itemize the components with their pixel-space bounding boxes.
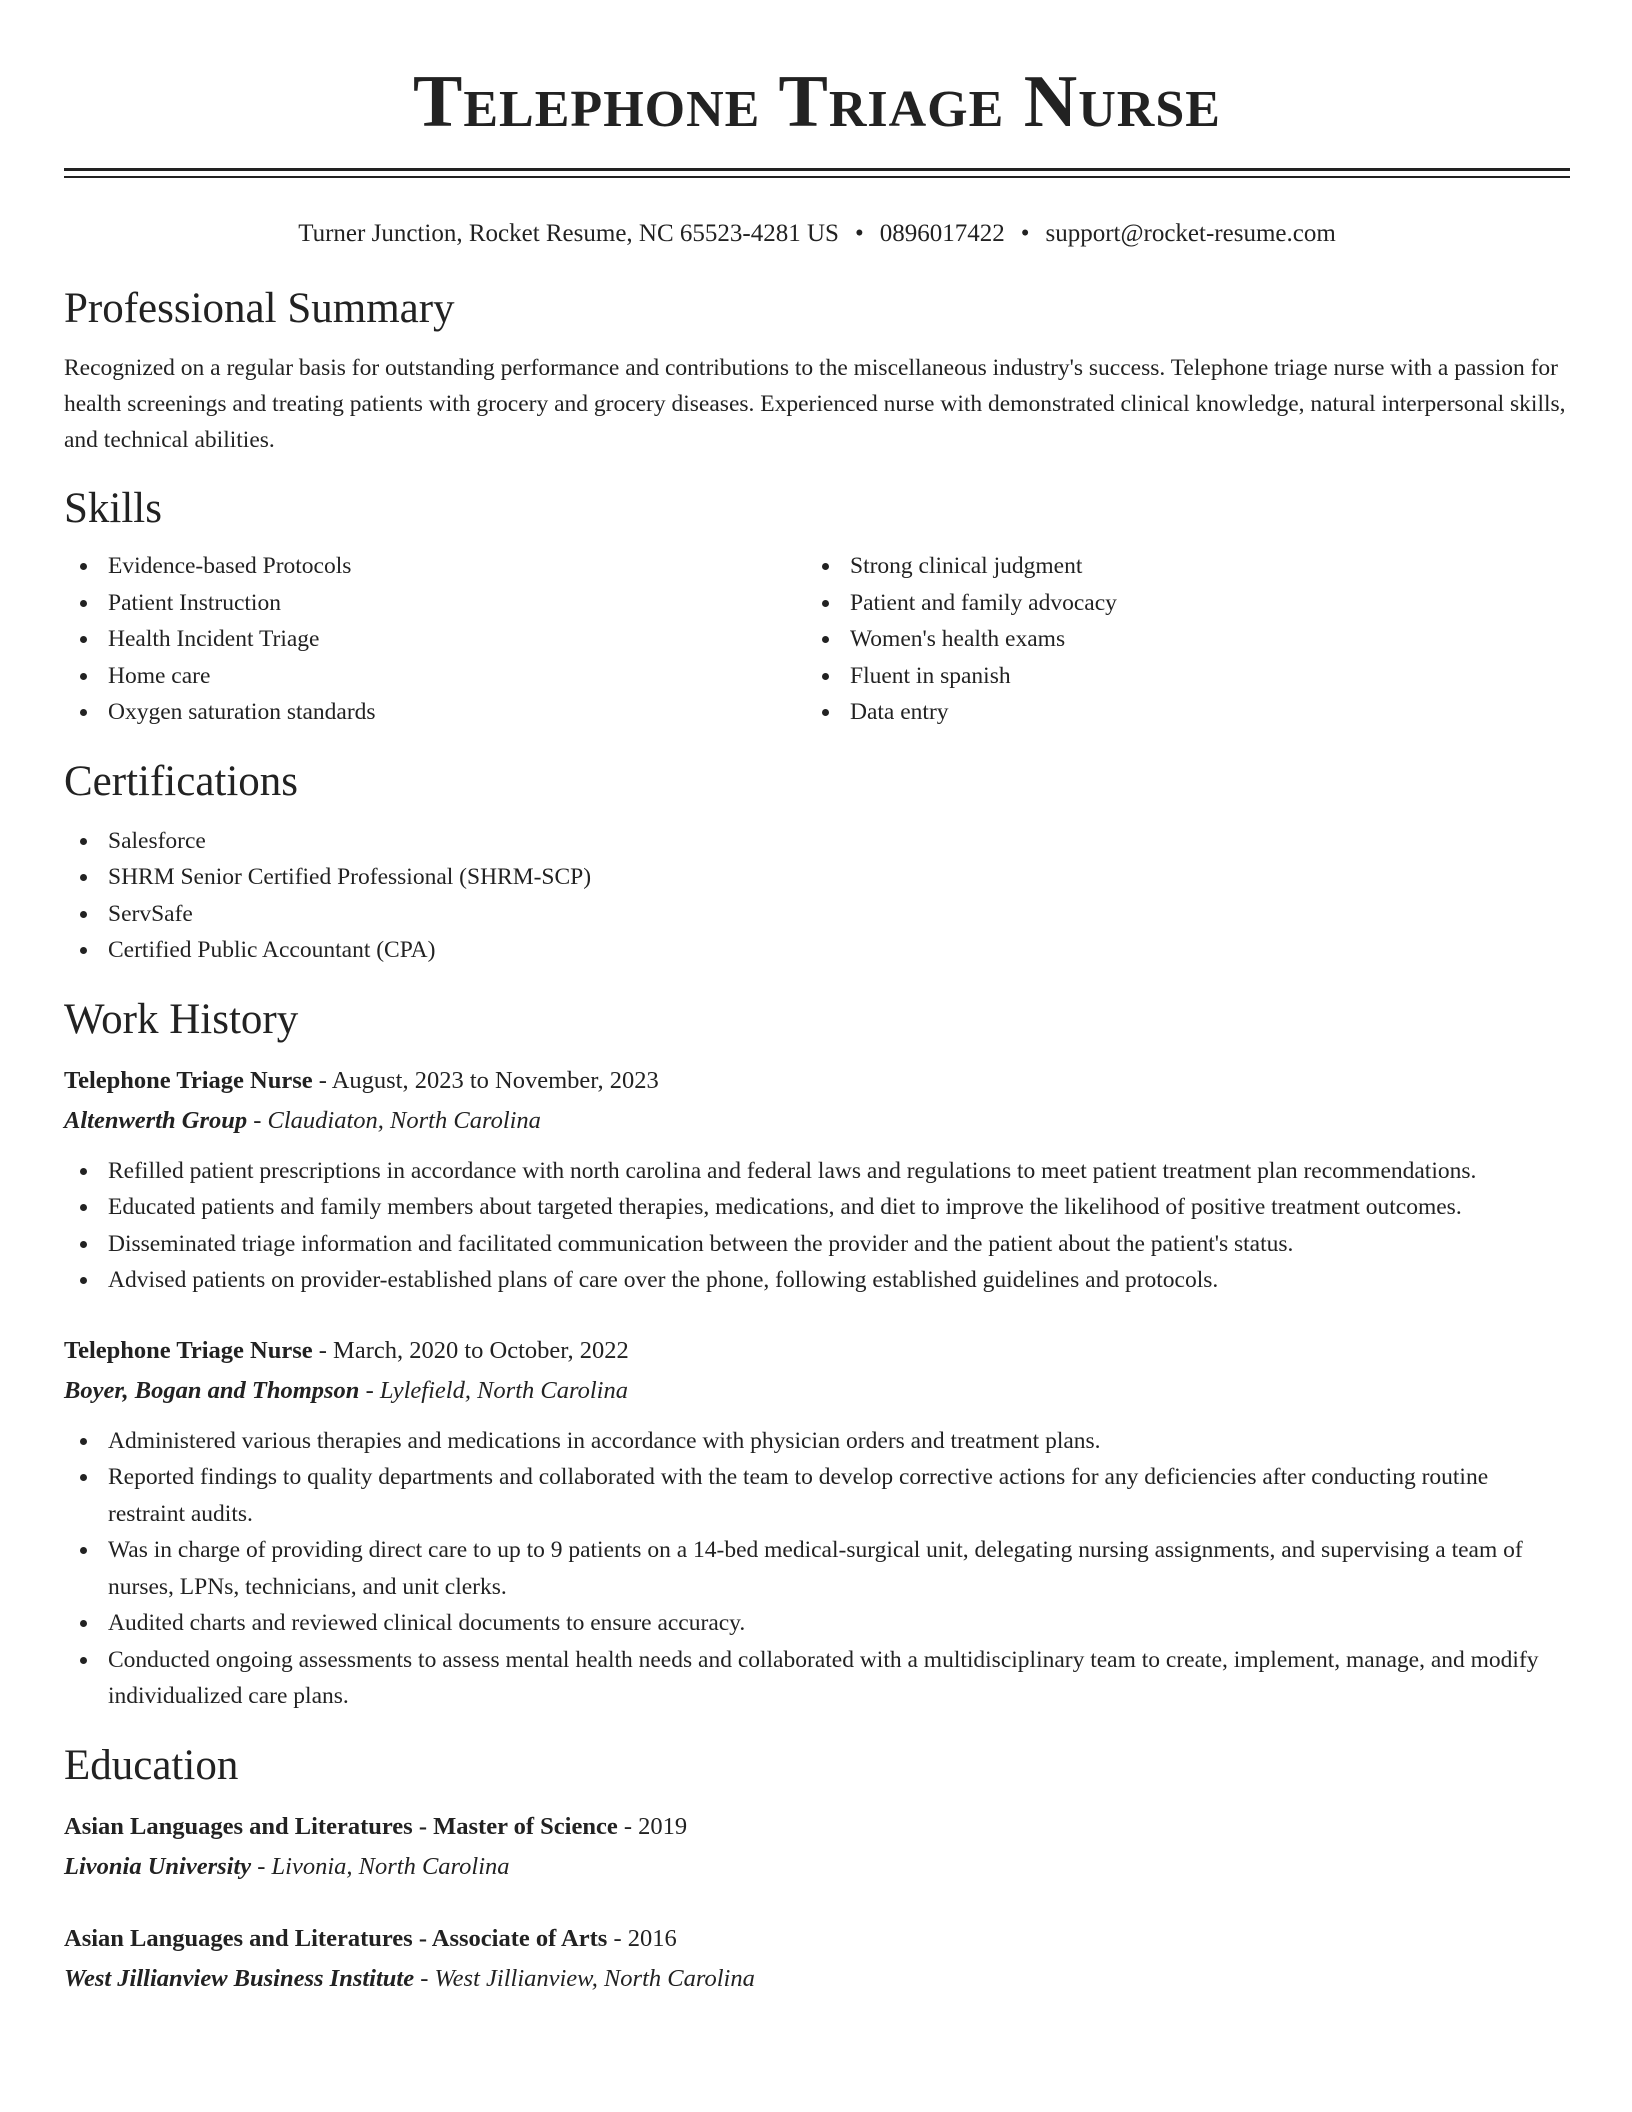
job-bullets — [64, 1423, 1570, 1715]
school-name: West Jillianview Business Institute — [64, 1964, 415, 1992]
job-bullet: Conducted ongoing assessments to assess mental health needs and collaborated with a multidisciplinary team to create, implement, manage, and modify individualized care plans. — [64, 1642, 1570, 1715]
certification-item: SHRM Senior Certified Professional (SHRM-SCP) — [64, 859, 1570, 896]
degree-line — [64, 1807, 1570, 1847]
job-entry — [64, 1061, 1570, 1299]
skill-item: Women's health exams — [806, 621, 1548, 658]
skill-item: Oxygen saturation standards — [64, 694, 806, 731]
job-bullet: Refilled patient prescriptions in accordance with north carolina and federal laws and regulations to meet patient treatment plan recommendations. — [64, 1153, 1570, 1190]
job-dates: - August, 2023 to November, 2023 — [312, 1066, 659, 1094]
school-location: - Livonia, North Carolina — [251, 1852, 510, 1880]
skill-item: Patient Instruction — [64, 585, 806, 622]
job-bullet: Audited charts and reviewed clinical documents to ensure accuracy. — [64, 1605, 1570, 1642]
job-bullet: Advised patients on provider-established plans of care over the phone, following established guidelines and protocols. — [64, 1262, 1570, 1299]
job-location: - Claudiaton, North Carolina — [247, 1106, 541, 1134]
job-title-line — [64, 1061, 1570, 1101]
job-company: Boyer, Bogan and Thompson — [64, 1376, 360, 1404]
skill-item: Health Incident Triage — [64, 621, 806, 658]
certifications-heading: Certifications — [64, 757, 299, 805]
education-heading: Education — [64, 1741, 239, 1789]
degree-line — [64, 1919, 1570, 1959]
job-bullet: Reported findings to quality departments and collaborated with the team to develop corrective actions for any deficiencies after conducting routine restraint audits. — [64, 1459, 1570, 1532]
job-entry — [64, 1331, 1570, 1715]
education-entry — [64, 1919, 1570, 1999]
job-bullet: Administered various therapies and medications in accordance with physician orders and treatment plans. — [64, 1423, 1570, 1460]
school-location: - West Jillianview, North Carolina — [414, 1964, 755, 1992]
job-bullet: Educated patients and family members about targeted therapies, medications, and diet to improve the likelihood of positive treatment outcomes. — [64, 1189, 1570, 1226]
skills-heading: Skills — [64, 485, 162, 532]
certification-item: Certified Public Accountant (CPA) — [64, 932, 1570, 969]
education-entry — [64, 1807, 1570, 1887]
skill-item: Home care — [64, 658, 806, 695]
certification-item: ServSafe — [64, 896, 1570, 933]
header-divider-thick — [64, 168, 1570, 171]
job-title-line — [64, 1331, 1570, 1371]
certifications-list — [64, 823, 1570, 969]
skill-item: Strong clinical judgment — [806, 548, 1548, 585]
school-name: Livonia University — [64, 1852, 252, 1880]
job-title: Telephone Triage Nurse — [64, 1336, 313, 1364]
job-bullet: Disseminated triage information and facilitated communication between the provider and the patient about the patient's status. — [64, 1226, 1570, 1263]
skills-columns — [64, 548, 1570, 731]
job-company-line — [64, 1101, 1570, 1141]
header-divider-thin — [64, 176, 1570, 178]
job-dates: - March, 2020 to October, 2022 — [312, 1336, 629, 1364]
skill-item: Data entry — [806, 694, 1548, 731]
skill-item: Patient and family advocacy — [806, 585, 1548, 622]
address: Turner Junction, Rocket Resume, NC 65523-4281 US — [298, 220, 839, 247]
skill-item: Fluent in spanish — [806, 658, 1548, 695]
graduation-year: - 2016 — [607, 1924, 677, 1952]
candidate-name: Telephone Triage Nurse — [413, 61, 1221, 143]
resume-content — [64, 0, 1570, 1999]
skills-list-left — [64, 548, 806, 731]
contact-separator: • — [854, 220, 864, 247]
contact-line — [64, 218, 1570, 250]
degree: Asian Languages and Literatures - Associate of Arts — [64, 1924, 608, 1952]
summary-heading: Professional Summary — [64, 285, 455, 332]
job-location: - Lylefield, North Carolina — [359, 1376, 628, 1404]
school-line — [64, 1847, 1570, 1887]
email: support@rocket-resume.com — [1045, 220, 1336, 247]
job-bullet: Was in charge of providing direct care to up to 9 patients on a 14-bed medical-surgical unit, delegating nursing assignments, and supervising a team of nurses, LPNs, technicians, and unit clerks. — [64, 1532, 1570, 1605]
job-company-line — [64, 1371, 1570, 1411]
certification-item: Salesforce — [64, 823, 1570, 860]
phone: 0896017422 — [879, 220, 1005, 247]
job-bullets — [64, 1153, 1570, 1299]
job-title: Telephone Triage Nurse — [64, 1066, 313, 1094]
summary-text: Recognized on a regular basis for outstanding performance and contributions to the miscellaneous industry's success. Telephone triage nurse with a passion for health screenings and treating patients with grocery and grocery diseases. Experienced nurse with demonstrated clinical knowledge, natural interpersonal skills, and technical abilities. — [64, 355, 1566, 453]
job-company: Altenwerth Group — [64, 1106, 248, 1134]
degree: Asian Languages and Literatures - Master of Science — [64, 1812, 618, 1840]
skills-list-right — [806, 548, 1548, 731]
graduation-year: - 2019 — [617, 1812, 688, 1840]
skill-item: Evidence-based Protocols — [64, 548, 806, 585]
work-history-heading: Work History — [64, 995, 299, 1043]
contact-separator: • — [1020, 220, 1030, 247]
school-line — [64, 1959, 1570, 1999]
